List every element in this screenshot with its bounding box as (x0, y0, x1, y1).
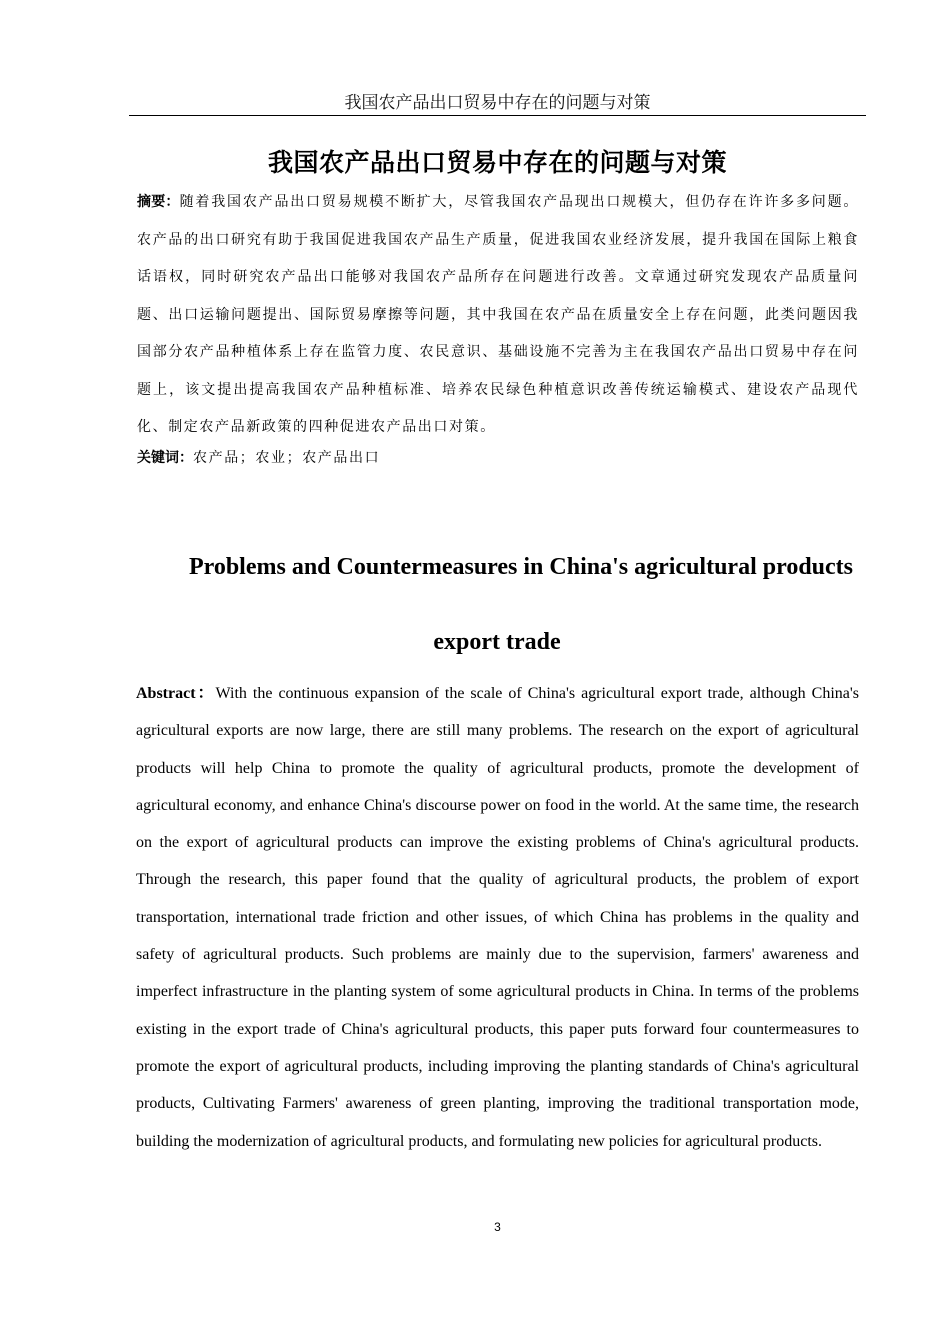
english-abstract-label: Abstract： (136, 685, 216, 702)
header-divider (129, 115, 866, 116)
page-number: 3 (494, 1220, 501, 1234)
running-header: 我国农产品出口贸易中存在的问题与对策 (344, 93, 651, 113)
chinese-keywords-label: 关键词： (137, 450, 193, 466)
english-title-line-1: Problems and Countermeasures in China's agricultural products (188, 554, 853, 580)
english-abstract-text: With the continuous expansion of the scale of China's agricultural export trade, although China's agricultural exports are now large, there are still many problems. The research on the export of agricultural products will help China to promote the quality of agricultural products, promote the development of agricultural economy, and enhance China's discourse power on food in the world. At the same time, the research on the export of agricultural products can improve the existing problems of China's agricultural products. Through the research, this paper found that the quality of agricultural products, the problem of export transportation, international trade friction and other issues, of which China has problems in the quality and safety of agricultural products. Such problems are mainly due to the supervision, farmers' awareness and imperfect infrastructure in the planting system of some agricultural products in China. In terms of the problems existing in the export trade of China's agricultural products, this paper puts forward four countermeasures to promote the export of agricultural products, including improving the planting standards of China's agricultural products, Cultivating Farmers' awareness of green planting, improving the traditional transportation mode, building the modernization of agricultural products, and formulating new policies for agricultural products. (136, 685, 859, 1150)
english-title (137, 548, 867, 661)
english-abstract (136, 675, 859, 1160)
chinese-abstract (137, 184, 859, 447)
english-title-line-2: export trade (433, 629, 561, 655)
chinese-abstract-text: 随着我国农产品出口贸易规模不断扩大，尽管我国农产品现出口规模大，但仍存在许许多多问题。农产品的出口研究有助于我国促进我国农产品生产质量，促进我国农业经济发展，提升我国在国际上粮食话语权，同时研究农产品出口能够对我国农产品所存在问题进行改善。文章通过研究发现农产品质量问题、出口运输问题提出、国际贸易摩擦等问题，其中我国在农产品在质量安全上存在问题，此类问题因我国部分农产品种植体系上存在监管力度、农民意识、基础设施不完善为主在我国农产品出口贸易中存在问题上，该文提出提高我国农产品种植标准、培养农民绿色种植意识改善传统运输模式、建设农产品现代化、制定农产品新政策的四种促进农产品出口对策。 (137, 194, 859, 435)
chinese-title: 我国农产品出口贸易中存在的问题与对策 (267, 148, 727, 177)
chinese-keywords-text: 农产品；农业；农产品出口 (193, 450, 381, 466)
chinese-keywords (137, 446, 859, 470)
chinese-abstract-label: 摘要： (137, 194, 180, 210)
